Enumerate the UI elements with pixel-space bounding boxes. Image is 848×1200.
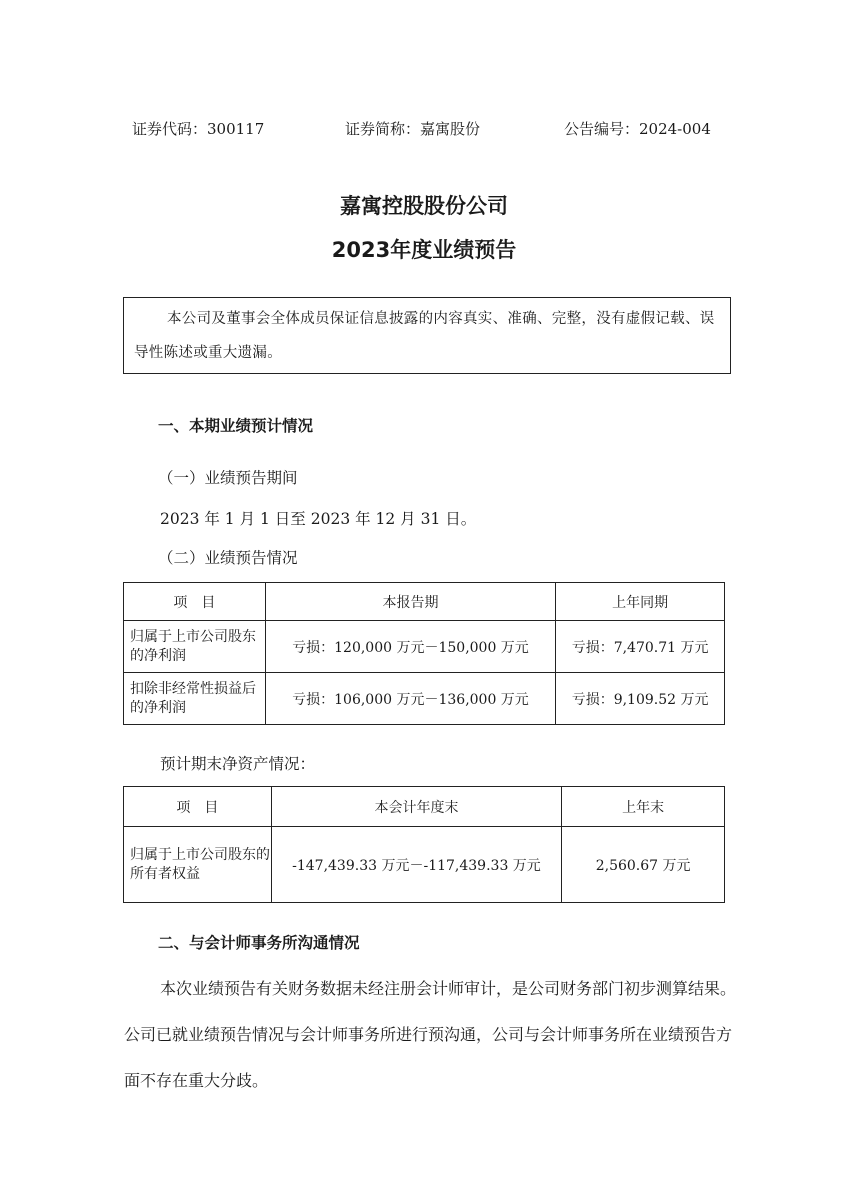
table-row	[124, 621, 725, 673]
column-header: 上年末	[562, 787, 725, 827]
section2-paragraph: 本次业绩预告有关财务数据未经注册会计师审计，是公司财务部门初步测算结果。公司已就业绩预告情况与会计师事务所进行预沟通，公司与会计师事务所在业绩预告方面不存在重大分歧。	[124, 979, 737, 1090]
net-assets-label: 预计期末净资产情况：	[160, 755, 316, 773]
document-header	[132, 118, 722, 140]
stock-short-name: 证券简称：嘉寓股份	[345, 120, 481, 138]
prior-value: 亏损：9,109.52 万元	[556, 673, 725, 725]
row-label: 归属于上市公司股东的所有者权益	[124, 827, 272, 903]
section1-sub1: （一）业绩预告期间	[158, 469, 298, 487]
notice-number: 公告编号：2024-004	[564, 120, 711, 138]
section1-sub2: （二）业绩预告情况	[158, 549, 298, 567]
company-title: 嘉寓控股股份公司	[340, 194, 508, 218]
prior-value: 2,560.67 万元	[562, 827, 725, 903]
row-label: 扣除非经常性损益后的净利润	[124, 673, 266, 725]
column-header: 上年同期	[556, 583, 725, 621]
disclaimer-box	[123, 297, 731, 374]
current-value: 亏损：120,000 万元－150,000 万元	[265, 621, 555, 673]
table-header-row	[124, 583, 725, 621]
forecast-table	[123, 582, 725, 725]
table-header-row	[124, 787, 725, 827]
table-row	[124, 827, 725, 903]
current-value: 亏损：106,000 万元－136,000 万元	[265, 673, 555, 725]
column-header: 本报告期	[265, 583, 555, 621]
table-row	[124, 673, 725, 725]
section1-heading: 一、本期业绩预计情况	[158, 417, 314, 435]
column-header: 项 目	[124, 787, 272, 827]
row-label: 归属于上市公司股东的净利润	[124, 621, 266, 673]
current-value: -147,439.33 万元－-117,439.33 万元	[271, 827, 562, 903]
forecast-period: 2023 年 1 月 1 日至 2023 年 12 月 31 日。	[160, 510, 477, 528]
section2-heading: 二、与会计师事务所沟通情况	[158, 934, 360, 952]
disclaimer-text: 本公司及董事会全体成员保证信息披露的内容真实、准确、完整，没有虚假记载、误导性陈述或重大遗漏。	[134, 311, 715, 361]
document-title: 2023年度业绩预告	[331, 238, 517, 262]
column-header: 项 目	[124, 583, 266, 621]
column-header: 本会计年度末	[271, 787, 562, 827]
net-assets-table	[123, 786, 725, 903]
section2-body	[124, 966, 736, 1104]
stock-code: 证券代码：300117	[132, 120, 265, 138]
prior-value: 亏损：7,470.71 万元	[556, 621, 725, 673]
